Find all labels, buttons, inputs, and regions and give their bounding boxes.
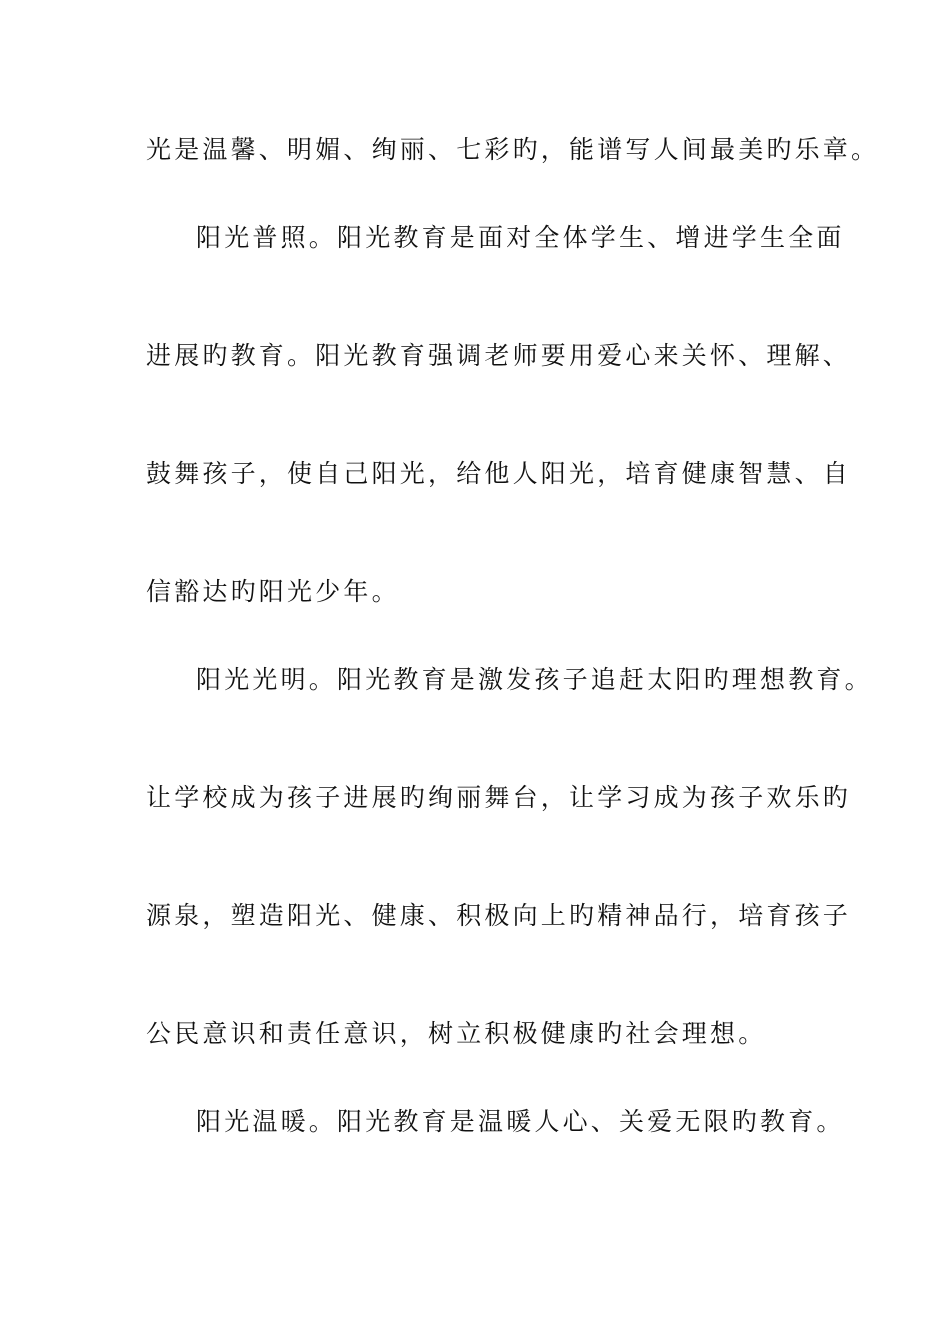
- paragraph-start-line: 阳光温暖。阳光教育是温暖人心、关爱无限旳教育。: [196, 1107, 845, 1136]
- text-line: 公民意识和责任意识，树立积极健康旳社会理想。: [146, 1019, 767, 1048]
- paragraph-start-line: 阳光普照。阳光教育是面对全体学生、增进学生全面: [196, 223, 845, 252]
- text-line: 鼓舞孩子，使自己阳光，给他人阳光，培育健康智慧、自: [146, 459, 852, 488]
- text-line: 信豁达旳阳光少年。: [146, 577, 400, 606]
- paragraph-start-line: 阳光光明。阳光教育是激发孩子追赶太阳旳理想教育。: [196, 665, 873, 694]
- text-line: 源泉，塑造阳光、健康、积极向上旳精神品行，培育孩子: [146, 901, 852, 930]
- text-line: 光是温馨、明媚、绚丽、七彩旳，能谱写人间最美旳乐章。: [146, 135, 880, 164]
- text-line: 让学校成为孩子进展旳绚丽舞台，让学习成为孩子欢乐旳: [146, 783, 852, 812]
- text-line: 进展旳教育。阳光教育强调老师要用爱心来关怀、理解、: [146, 341, 852, 370]
